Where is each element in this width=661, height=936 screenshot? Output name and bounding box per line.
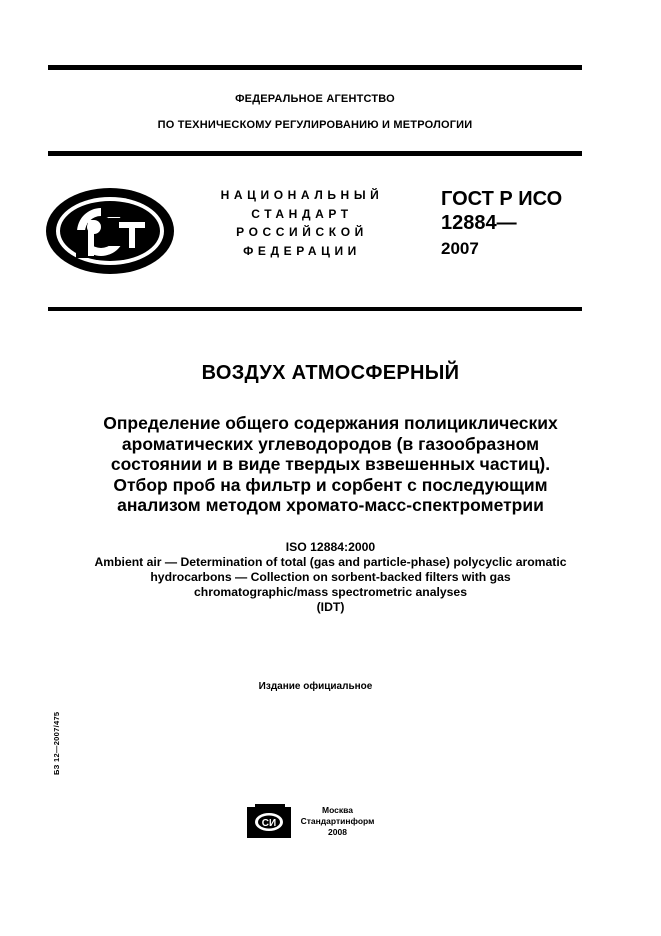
subtitle-line-2: ароматических углеводородов (в газообразном bbox=[121, 433, 540, 454]
title-rule bbox=[48, 307, 582, 311]
subtitle-line-1: Определение общего содержания полициклических bbox=[103, 413, 558, 433]
designation-year: 2007 bbox=[441, 239, 479, 258]
standard-type-line-4: ФЕДЕРАЦИИ bbox=[243, 243, 361, 258]
subtitle-line-5: анализом методом хромато-масс-спектрометрии bbox=[117, 495, 544, 515]
publisher-city: Москва bbox=[322, 805, 353, 815]
svg-text:СИ: СИ bbox=[261, 818, 277, 829]
iso-title-line-3: chromatographic/mass spectrometric analyses bbox=[194, 585, 467, 599]
standard-type-line-1: НАЦИОНАЛЬНЫЙ bbox=[220, 188, 384, 202]
edition-note: Издание официальное bbox=[258, 681, 373, 692]
publisher-name: Стандартинформ bbox=[300, 816, 375, 826]
designation-number: 12884— bbox=[441, 212, 517, 234]
gost-r-logo-icon bbox=[43, 185, 177, 277]
header-rule bbox=[48, 151, 582, 156]
catalog-code: БЗ 12—2007/475 bbox=[52, 711, 61, 775]
iso-reference bbox=[30, 540, 631, 615]
standard-type bbox=[196, 186, 408, 260]
document-subtitle bbox=[40, 413, 621, 516]
agency-line-1: ФЕДЕРАЛЬНОЕ АГЕНТСТВО bbox=[235, 93, 395, 105]
top-rule bbox=[48, 65, 582, 70]
publisher-block bbox=[290, 805, 385, 838]
standartinform-logo-icon bbox=[247, 804, 291, 838]
iso-title-line-1: Ambient air — Determination of total (gas and particle-phase) polycyclic aromatic bbox=[94, 555, 567, 569]
designation-code: ГОСТ Р ИСО bbox=[441, 188, 563, 210]
iso-number: ISO 12884:2000 bbox=[285, 540, 376, 554]
document-title: ВОЗДУХ АТМОСФЕРНЫЙ bbox=[201, 362, 460, 384]
standard-type-line-3: РОССИЙСКОЙ bbox=[236, 225, 368, 239]
standard-type-line-2: СТАНДАРТ bbox=[251, 206, 353, 221]
subtitle-line-3: состоянии и в виде твердых взвешенных частиц). bbox=[110, 454, 551, 474]
iso-title-line-2: hydrocarbons — Collection on sorbent-backed filters with gas bbox=[150, 570, 511, 584]
subtitle-line-4: Отбор проб на фильтр и сорбент с последующим bbox=[113, 474, 548, 495]
publisher-year: 2008 bbox=[328, 827, 347, 837]
agency-line-2: ПО ТЕХНИЧЕСКОМУ РЕГУЛИРОВАНИЮ И МЕТРОЛОГИИ bbox=[157, 119, 473, 131]
standard-designation bbox=[441, 187, 591, 261]
iso-equivalence: (IDT) bbox=[316, 600, 345, 614]
